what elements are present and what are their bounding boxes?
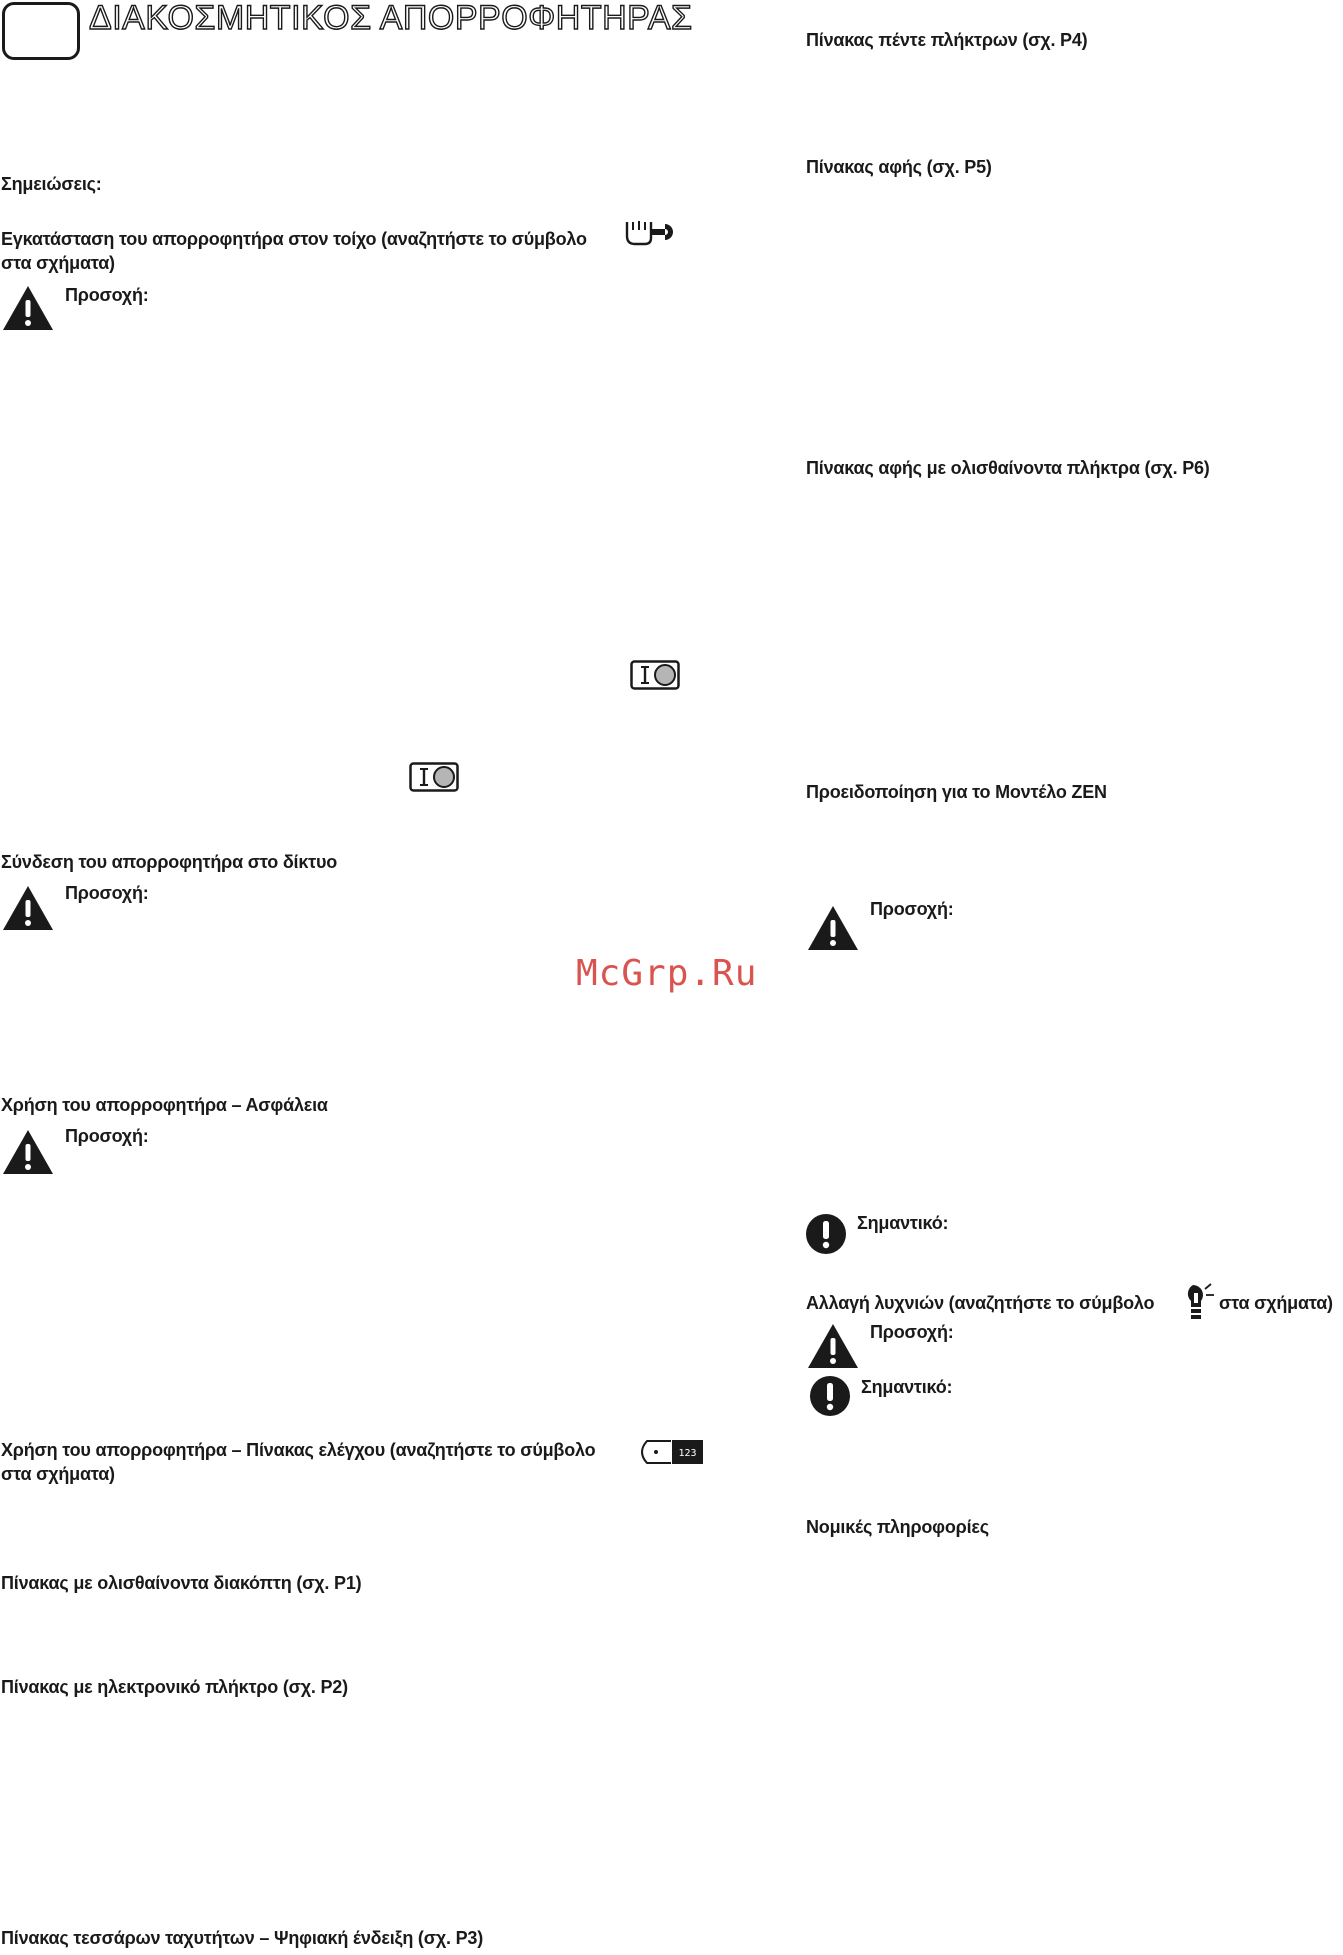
caution-label-connect: Προσοχή: [65, 883, 149, 903]
panel-p5-heading: Πίνακας αφής (σχ. P5) [806, 157, 992, 177]
panel-p6-heading: Πίνακας αφής με ολισθαίνοντα πλήκτρα (σχ. P6) [806, 458, 1210, 478]
watermark-text: McGrp.Ru [576, 953, 758, 994]
install-heading-line1: Εγκατάσταση του απορροφητήρα στον τοίχο (αναζητήστε το σύμβολο [1, 229, 587, 249]
important-label-2: Σημαντικό: [861, 1377, 953, 1397]
control-panel-heading-line2: στα σχήματα) [1, 1464, 115, 1484]
lamps-heading-part2: στα σχήματα) [1219, 1293, 1333, 1313]
on-off-switch-icon [630, 660, 680, 690]
lamps-heading-part1: Αλλαγή λυχνιών (αναζητήστε το σύμβολο [806, 1293, 1155, 1313]
warning-triangle-icon [806, 904, 860, 952]
caution-label-safety: Προσοχή: [65, 1126, 149, 1146]
legal-info-heading: Νομικές πληροφορίες [806, 1517, 989, 1537]
panel-p2-heading: Πίνακας με ηλεκτρονικό πλήκτρο (σχ. P2) [1, 1677, 348, 1697]
on-off-switch-icon [409, 762, 459, 792]
use-safety-heading: Χρήση του απορροφητήρα – Ασφάλεια [1, 1095, 328, 1115]
panel-p1-heading: Πίνακας με ολισθαίνοντα διακόπτη (σχ. P1) [1, 1573, 362, 1593]
warning-triangle-icon [1, 1128, 55, 1176]
warning-triangle-icon [1, 284, 55, 332]
notes-heading: Σημειώσεις: [1, 174, 102, 194]
exclamation-circle-icon [809, 1375, 851, 1417]
caution-label-lamps: Προσοχή: [870, 1322, 954, 1342]
exclamation-circle-icon [805, 1213, 847, 1255]
page-title: ΔΙΑΚΟΣΜΗΤΙΚΟΣ ΑΠΟΡΡΟΦΗΤΗΡΑΣ [89, 0, 693, 37]
control-panel-heading-line1: Χρήση του απορροφητήρα – Πίνακας ελέγχου (αναζητήστε το σύμβολο [1, 1440, 596, 1460]
caution-label-zen: Προσοχή: [870, 899, 954, 919]
install-heading-line2: στα σχήματα) [1, 253, 115, 273]
control-panel-icon-digits: 123 [678, 1448, 697, 1459]
warning-triangle-icon [1, 884, 55, 932]
control-panel-icon [635, 1438, 705, 1466]
panel-p4-heading: Πίνακας πέντε πλήκτρων (σχ. P4) [806, 30, 1088, 50]
zen-warning-heading: Προειδοποίηση για το Μοντέλο ΖΕΝ [806, 782, 1107, 802]
connect-heading: Σύνδεση του απορροφητήρα στο δίκτυο [1, 852, 338, 872]
language-tab-box [2, 2, 80, 60]
caution-label-install: Προσοχή: [65, 285, 149, 305]
wall-mount-wrench-icon [623, 216, 677, 250]
lamp-bulb-icon [1181, 1281, 1215, 1323]
warning-triangle-icon [806, 1322, 860, 1370]
important-label-1: Σημαντικό: [857, 1213, 949, 1233]
panel-p3-heading: Πίνακας τεσσάρων ταχυτήτων – Ψηφιακή ένδειξη (σχ. P3) [1, 1928, 484, 1948]
